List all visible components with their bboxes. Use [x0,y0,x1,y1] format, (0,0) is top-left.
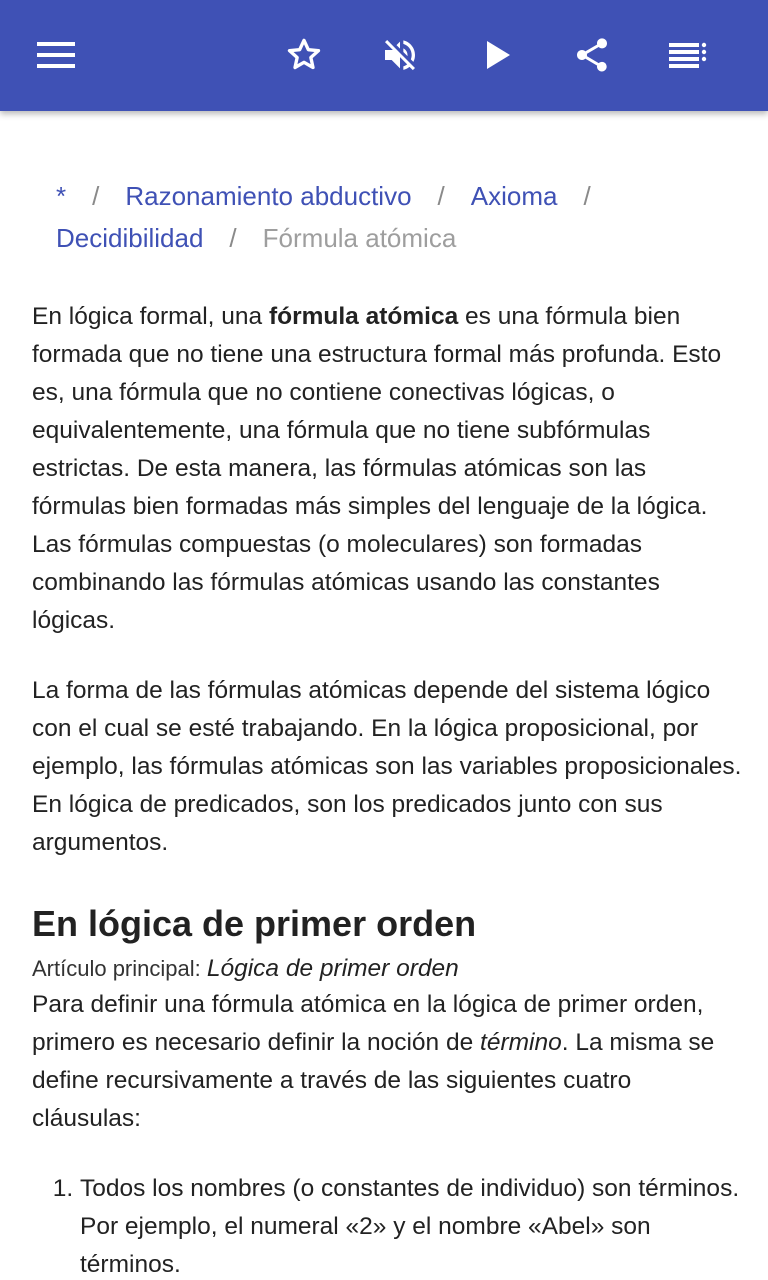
main-article-note [32,952,744,986]
app-toolbar [0,0,768,111]
term-italic: término [480,1029,562,1056]
mute-button[interactable] [372,27,428,83]
breadcrumb-separator: / [92,181,100,211]
options-button[interactable] [660,27,716,83]
breadcrumb-separator: / [583,181,591,211]
forms-paragraph: La forma de las fórmulas atómicas depende del sistema lógico con el cual se esté trabajando. En la lógica proposicional, por ejemplo, las fórmulas atómicas son las variables proposicionales. En lógica de predicados, son los predicados junto con sus argumentos. [32,677,742,856]
share-button[interactable] [564,27,620,83]
section-heading: En lógica de primer orden [32,903,477,944]
breadcrumb-current-page: Fórmula atómica [262,223,457,253]
share-icon [572,35,612,75]
list-item: 1. Todos los nombres (o constantes de individuo) son términos. Por ejemplo, el numeral «2» y el nombre «Abel» son términos. [80,1170,744,1280]
breadcrumb-item-decidibilidad[interactable]: Decidibilidad [56,223,204,253]
menu-button[interactable] [28,27,84,83]
breadcrumb-item-razonamiento-abductivo[interactable]: Razonamiento abductivo [125,181,412,211]
intro-paragraph: En lógica formal, una fórmula atómica es una fórmula bien formada que no tiene una estructura formal más profunda. Esto es, una fórmula que no contiene conectivas lógicas, o equivalentemente, una fórmula que no tiene subfórmulas estrictas. De esta manera, las fórmulas atómicas son las fórmulas bien formadas más simples del lenguaje de la lógica. Las fórmulas compuestas (o moleculares) son formadas combinando las fórmulas atómicas usando las constantes lógicas. [32,303,722,634]
breadcrumb-separator: / [437,181,445,211]
play-button[interactable] [470,27,526,83]
breadcrumb [56,175,746,259]
list-settings-icon [669,42,707,68]
definition-paragraph: Para definir una fórmula atómica en la lógica de primer orden, primero es necesario definir la noción de término. La misma se define recursivamente a través de las siguientes cuatro cláusulas: [32,991,715,1132]
favorite-button[interactable] [276,27,332,83]
article-body [32,298,744,1280]
clauses-list [32,1170,744,1280]
breadcrumb-item-home[interactable]: * [56,181,67,211]
term-bold: fórmula atómica [268,303,459,330]
main-article-label: Artículo principal: [32,956,207,981]
breadcrumb-separator: / [229,223,237,253]
main-article-link[interactable]: Lógica de primer orden [206,955,459,982]
breadcrumb-item-axioma[interactable]: Axioma [470,181,558,211]
article-content [0,111,768,1280]
menu-icon [37,41,75,69]
volume-off-icon [380,35,420,75]
star-outline-icon [284,35,324,75]
play-icon [483,39,513,71]
